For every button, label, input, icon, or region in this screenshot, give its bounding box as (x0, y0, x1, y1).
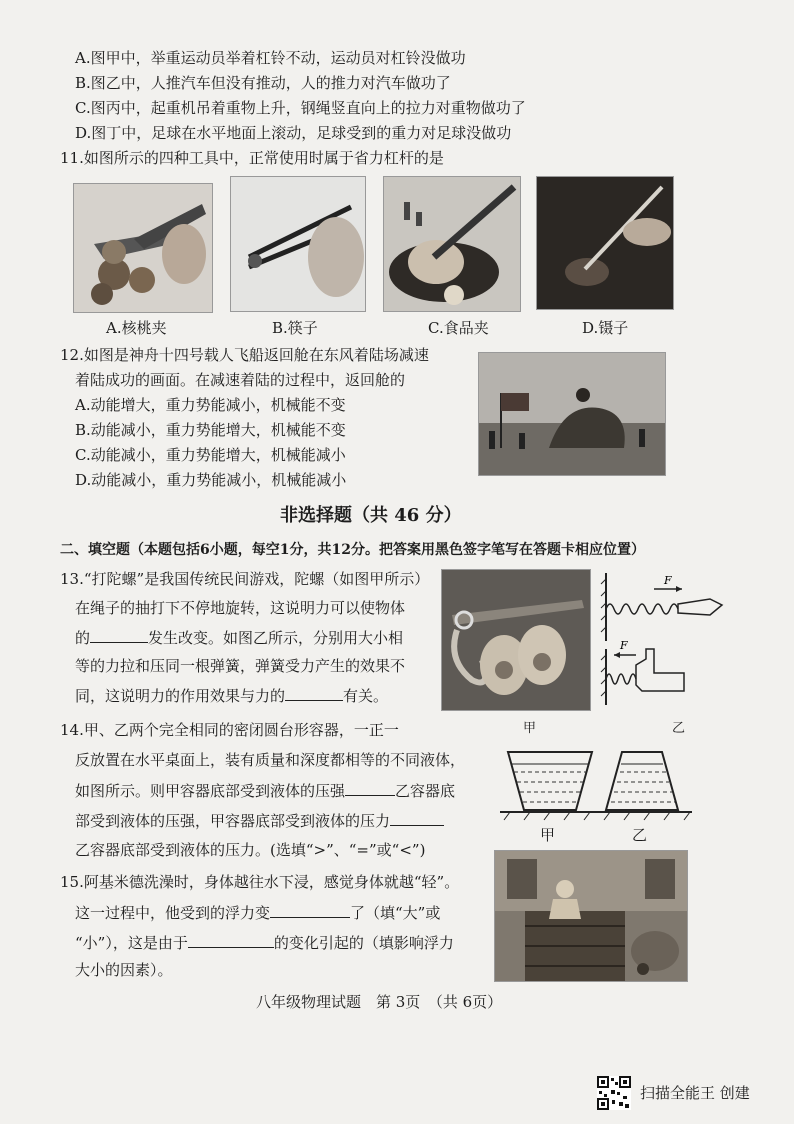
q13-line3-prefix: 的 (75, 629, 91, 647)
q13-line5-prefix: 同，这说明力的作用效果与力的 (75, 687, 286, 705)
walnut-cracker-photo (73, 183, 213, 313)
q14-line3 (75, 780, 455, 801)
section-subtitle: 二、填空题（本题包括6小题，每空1分，共12分。把答案用黑色签字笔写在答题卡相应位置） (60, 542, 645, 558)
fig-label-jia: 甲 (523, 721, 537, 736)
q12-option-c: C.动能减小，重力势能增大，机械能减小 (75, 446, 346, 464)
q12-option-d: D.动能减小，重力势能减小，机械能减小 (75, 471, 347, 489)
q13-line5 (75, 685, 388, 706)
q13-line5-suffix: 有关。 (343, 687, 389, 705)
q14-line3-prefix: 如图所示。则甲容器底部受到液体的压强 (75, 782, 346, 800)
q15-line3-prefix: “小”），这是由于 (75, 934, 188, 952)
qr-code-icon (597, 1076, 631, 1110)
q12-option-b: B.动能减小，重力势能增大，机械能不变 (75, 421, 346, 439)
q15-line1: 15.阿基米德洗澡时，身体越往水下浸，感觉身体就越“轻”。 (60, 873, 460, 891)
food-tongs-photo (383, 176, 521, 312)
force-label-top: F (664, 574, 672, 587)
q10-option-c: C.图丙中，起重机吊着重物上升，钢绳竖直向上的拉力对重物做功了 (75, 99, 526, 117)
fig-label-yi: 乙 (672, 721, 686, 736)
tweezers-photo (536, 176, 674, 310)
capsule-landing-photo (478, 352, 666, 476)
container-label-jia: 甲 (540, 826, 556, 844)
containers-diagram (500, 742, 692, 822)
q15-line2-suffix: 了（填“大”或 (350, 904, 441, 922)
q15-answer-blank-1[interactable] (270, 902, 350, 918)
force-label-bottom: F (620, 639, 628, 652)
archimedes-bath-engraving (494, 850, 688, 982)
q11-caption-a: A.核桃夹 (106, 319, 167, 337)
q12-option-a: A.动能增大，重力势能减小，机械能不变 (75, 396, 346, 414)
page-footer: 八年级物理试题 第 3页 （共 6页） (256, 993, 503, 1011)
q10-option-b: B.图乙中，人推汽车但没有推动，人的推力对汽车做功了 (75, 74, 451, 92)
section-title: 非选择题（共 46 分） (280, 505, 462, 526)
q14-line1: 14.甲、乙两个完全相同的密闭圆台形容器，一正一 (60, 721, 399, 739)
q12-stem-line1: 12.如图是神舟十四号载人飞船返回舱在东风着陆场减速 (60, 346, 429, 364)
q14-line3-suffix: 乙容器底 (395, 782, 456, 800)
q15-line4: 大小的因素）。 (75, 961, 173, 979)
spring-force-diagram (598, 569, 730, 709)
q13-line3 (75, 627, 403, 648)
chopsticks-photo (230, 176, 366, 312)
q10-option-d: D.图丁中，足球在水平地面上滚动，足球受到的重力对足球没做功 (75, 124, 512, 142)
q13-line3-suffix: 发生改变。如图乙所示，分别用大小相 (148, 629, 404, 647)
spinning-top-photo (441, 569, 591, 711)
q14-line4-text: 部受到液体的压强，甲容器底部受到液体的压力 (75, 812, 391, 830)
q15-line3-suffix: 的变化引起的（填影响浮力 (273, 934, 454, 952)
q10-option-a: A.图甲中，举重运动员举着杠铃不动，运动员对杠铃没做功 (75, 49, 466, 67)
scanner-watermark: 扫描全能王 创建 (640, 1084, 750, 1102)
q11-stem: 11.如图所示的四种工具中，正常使用时属于省力杠杆的是 (60, 149, 444, 167)
q14-line5: 乙容器底部受到液体的压力。(选填“>”、“=”或“<”) (75, 841, 426, 859)
q14-answer-blank-1[interactable] (345, 780, 395, 796)
q14-line2: 反放置在水平桌面上，装有质量和深度都相等的不同液体， (75, 751, 466, 769)
q13-line4: 等的力拉和压同一根弹簧，弹簧受力产生的效果不 (75, 657, 406, 675)
q13-answer-blank-1[interactable] (90, 627, 148, 643)
container-label-yi: 乙 (632, 826, 648, 844)
q11-caption-b: B.筷子 (272, 319, 318, 337)
q15-line2 (75, 902, 440, 923)
q11-caption-d: D.镊子 (582, 319, 629, 337)
q15-line2-prefix: 这一过程中，他受到的浮力变 (75, 904, 271, 922)
q14-answer-blank-2[interactable] (390, 810, 444, 826)
q15-answer-blank-2[interactable] (188, 932, 274, 948)
q11-caption-c: C.食品夹 (428, 319, 489, 337)
q13-line2: 在绳子的抽打下不停地旋转，这说明力可以使物体 (75, 599, 406, 617)
q13-answer-blank-2[interactable] (285, 685, 343, 701)
q14-line4 (75, 810, 444, 831)
q13-line1: 13.“打陀螺”是我国传统民间游戏，陀螺（如图甲所示） (60, 570, 430, 588)
q12-stem-line2: 着陆成功的画面。在减速着陆的过程中，返回舱的 (75, 371, 406, 389)
q15-line3 (75, 932, 454, 953)
